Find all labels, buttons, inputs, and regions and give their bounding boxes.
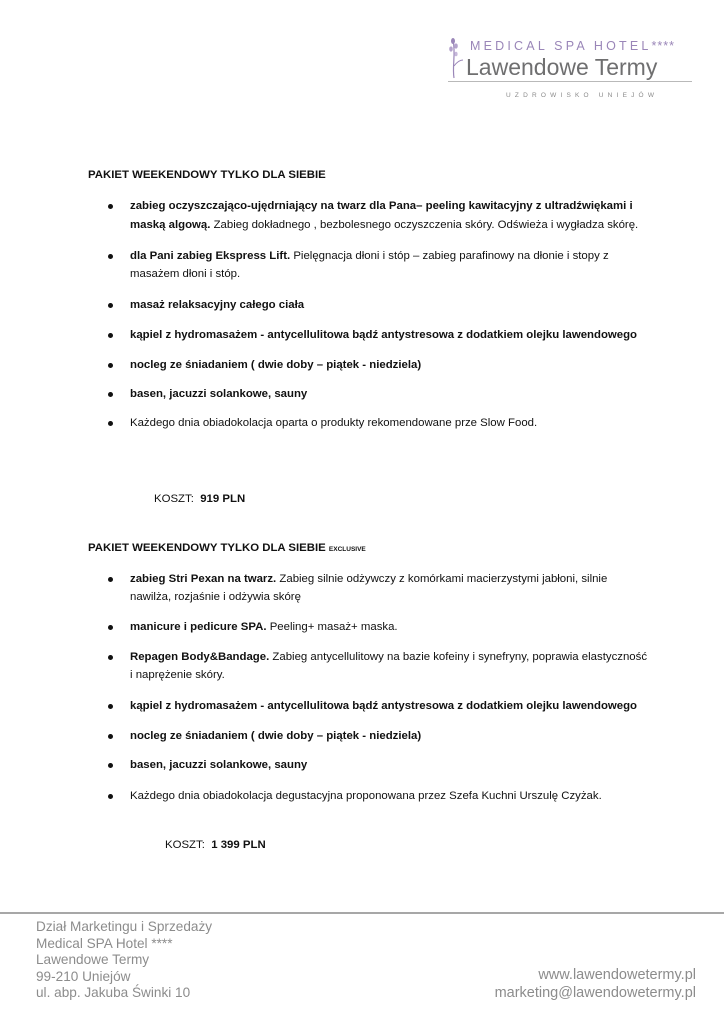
- list-item: dla Pani zabieg Ekspress Lift. Pielęgnacja dłoni i stóp – zabieg parafinowy na dłonie i stopy z masażem dłoni i stóp.: [88, 247, 648, 283]
- package1-cost: KOSZT: 919 PLN: [154, 493, 246, 505]
- list-item: masaż relaksacyjny całego ciała: [88, 296, 648, 314]
- hotel-logo: [444, 34, 694, 104]
- exclusive-tag: EXCLUSIVE: [328, 546, 366, 553]
- lavender-sprig-icon: [444, 36, 466, 80]
- footer-email-link[interactable]: marketing@lawendowetermy.pl: [494, 985, 696, 1001]
- logo-stars: ****: [651, 39, 675, 53]
- list-item: manicure i pedicure SPA. Peeling+ masaż+ maska.: [88, 618, 648, 636]
- package1-price: 919 PLN: [200, 493, 246, 505]
- footer-divider: [0, 912, 724, 914]
- list-item: kąpiel z hydromasażem - antycellulitowa bądź antystresowa z dodatkiem olejku lawendowego: [88, 697, 648, 715]
- list-item: Repagen Body&Bandage. Zabieg antycellulitowy na bazie kofeiny i synefryny, poprawia elastyczność i naprężenie skóry.: [88, 648, 648, 684]
- list-item: kąpiel z hydromasażem - antycellulitowa bądź antystresowa z dodatkiem olejku lawendowego: [88, 326, 648, 344]
- list-item: zabieg Stri Pexan na twarz. Zabieg silnie odżywczy z komórkami macierzystymi jabłoni, silnie nawilża, rozjaśnie i odżywia skórę: [88, 570, 648, 606]
- list-item: Każdego dnia obiadokolacja degustacyjna proponowana przez Szefa Kuchni Urszulę Czyżak.: [88, 787, 648, 805]
- package2-list: [88, 570, 648, 805]
- footer-hotel: Medical SPA Hotel ****: [36, 935, 173, 951]
- logo-divider: [448, 81, 692, 82]
- footer-address: [36, 919, 212, 1002]
- list-item: basen, jacuzzi solankowe, sauny: [88, 385, 648, 403]
- list-item: zabieg oczyszczająco-ujędrniający na twarz dla Pana– peeling kawitacyjny z ultradźwiękami i maską algową. Zabieg dokładnego , bezbolesnego oczyszczenia skóry. Odświeża i wygładza skórę.: [88, 197, 648, 234]
- package2-cost: KOSZT: 1 399 PLN: [165, 839, 266, 851]
- footer-street: ul. abp. Jakuba Świnki 10: [36, 985, 191, 1000]
- logo-name: Lawendowe Termy: [466, 54, 658, 80]
- footer-contact: [495, 966, 696, 1002]
- package1-title: PAKIET WEEKENDOWY TYLKO DLA SIEBIE: [88, 169, 326, 181]
- logo-subtitle: UZDROWISKO UNIEJÓW: [506, 92, 659, 99]
- footer-hotel-name: Lawendowe Termy: [36, 952, 150, 967]
- footer-department: Dział Marketingu i Sprzedaży: [36, 919, 213, 934]
- list-item: nocleg ze śniadaniem ( dwie doby – piątek - niedziela): [88, 356, 648, 374]
- package2-price: 1 399 PLN: [211, 839, 266, 851]
- footer-postcode: 99-210 Uniejów: [36, 968, 131, 984]
- logo-tagline: MEDICAL SPA HOTEL****: [470, 39, 675, 53]
- list-item: Każdego dnia obiadokolacja oparta o produkty rekomendowane prze Slow Food.: [88, 414, 648, 432]
- list-item: basen, jacuzzi solankowe, sauny: [88, 756, 648, 774]
- package2-title: PAKIET WEEKENDOWY TYLKO DLA SIEBIE EXCLUSIVE: [88, 542, 366, 554]
- package1-list: [88, 197, 648, 432]
- footer-website-link[interactable]: www.lawendowetermy.pl: [538, 967, 696, 983]
- list-item: nocleg ze śniadaniem ( dwie doby – piątek - niedziela): [88, 727, 648, 745]
